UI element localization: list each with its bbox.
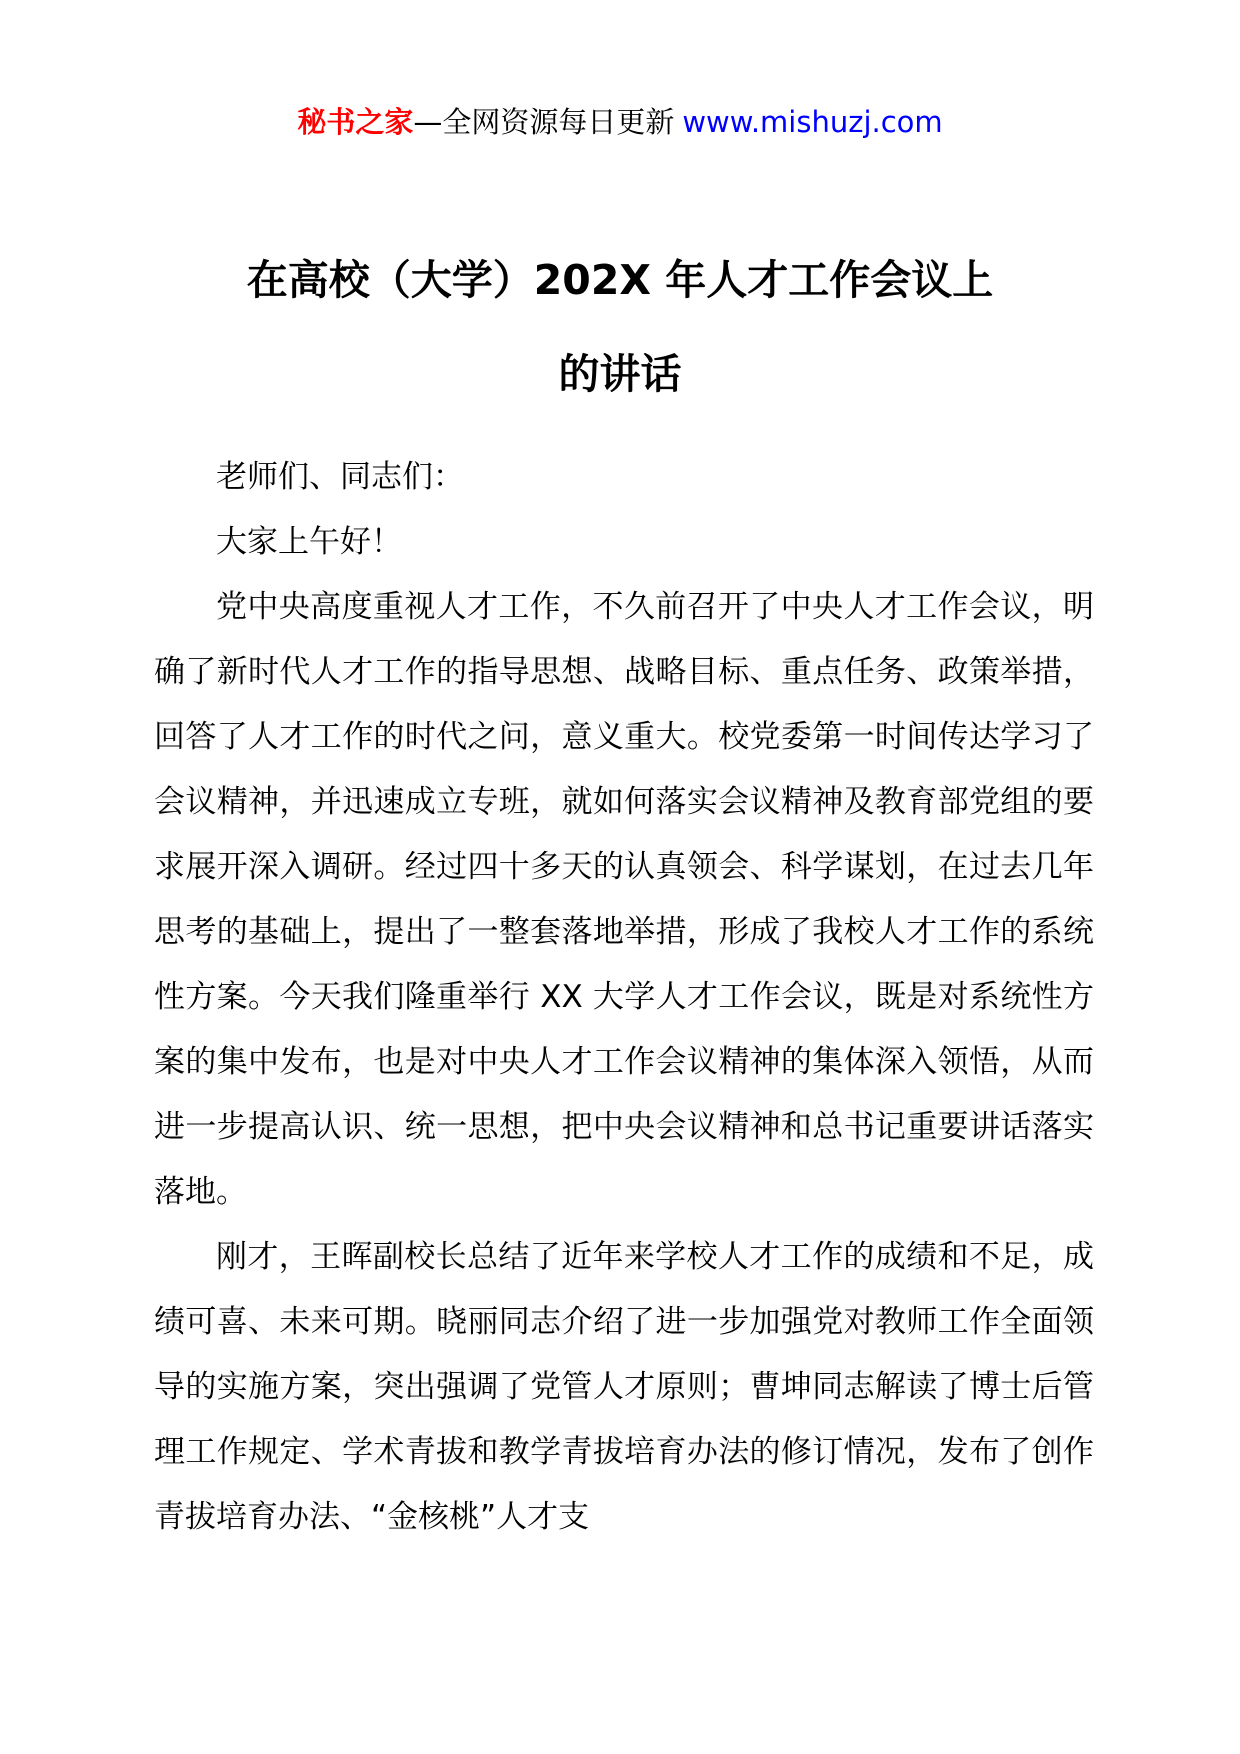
body-paragraph-1: 党中央高度重视人才工作，不久前召开了中央人才工作会议，明确了新时代人才工作的指导思想、战略目标、重点任务、政策举措，回答了人才工作的时代之问，意义重大。校党委第一时间传达学习了会议精神，并迅速成立专班，就如何落实会议精神及教育部党组的要求展开深入调研。经过四十多天的认真领会、科学谋划，在过去几年思考的基础上，提出了一整套落地举措，形成了我校人才工作的系统性方案。今天我们隆重举行 XX 大学人才工作会议，既是对系统性方案的集中发布，也是对中央人才工作会议精神的集体深入领悟，从而进一步提高认识、统一思想，把中央会议精神和总书记重要讲话落实落地。	[154, 589, 1094, 1210]
body-paragraph-2: 刚才，王晖副校长总结了近年来学校人才工作的成绩和不足，成绩可喜、未来可期。晓丽同志介绍了进一步加强党对教师工作全面领导的实施方案，突出强调了党管人才原则；曹坤同志解读了博士后管理工作规定、学术青拔和教学青拔培育办法的修订情况，发布了创作青拔培育办法、“金核桃”人才支	[154, 1239, 1094, 1535]
site-url-link[interactable]: www.mishuzj.com	[682, 105, 943, 139]
document-title-line-1: 在高校（大学）202X 年人才工作会议上	[246, 256, 994, 304]
document-body	[154, 445, 1094, 1550]
document-title-line-2: 的讲话	[558, 350, 682, 398]
greeting: 大家上午好！	[216, 524, 402, 560]
header-tagline: —全网资源每日更新	[413, 105, 675, 139]
brand-name: 秘书之家	[297, 105, 414, 139]
salutation: 老师们、同志们：	[216, 459, 464, 495]
site-header	[0, 102, 1240, 142]
